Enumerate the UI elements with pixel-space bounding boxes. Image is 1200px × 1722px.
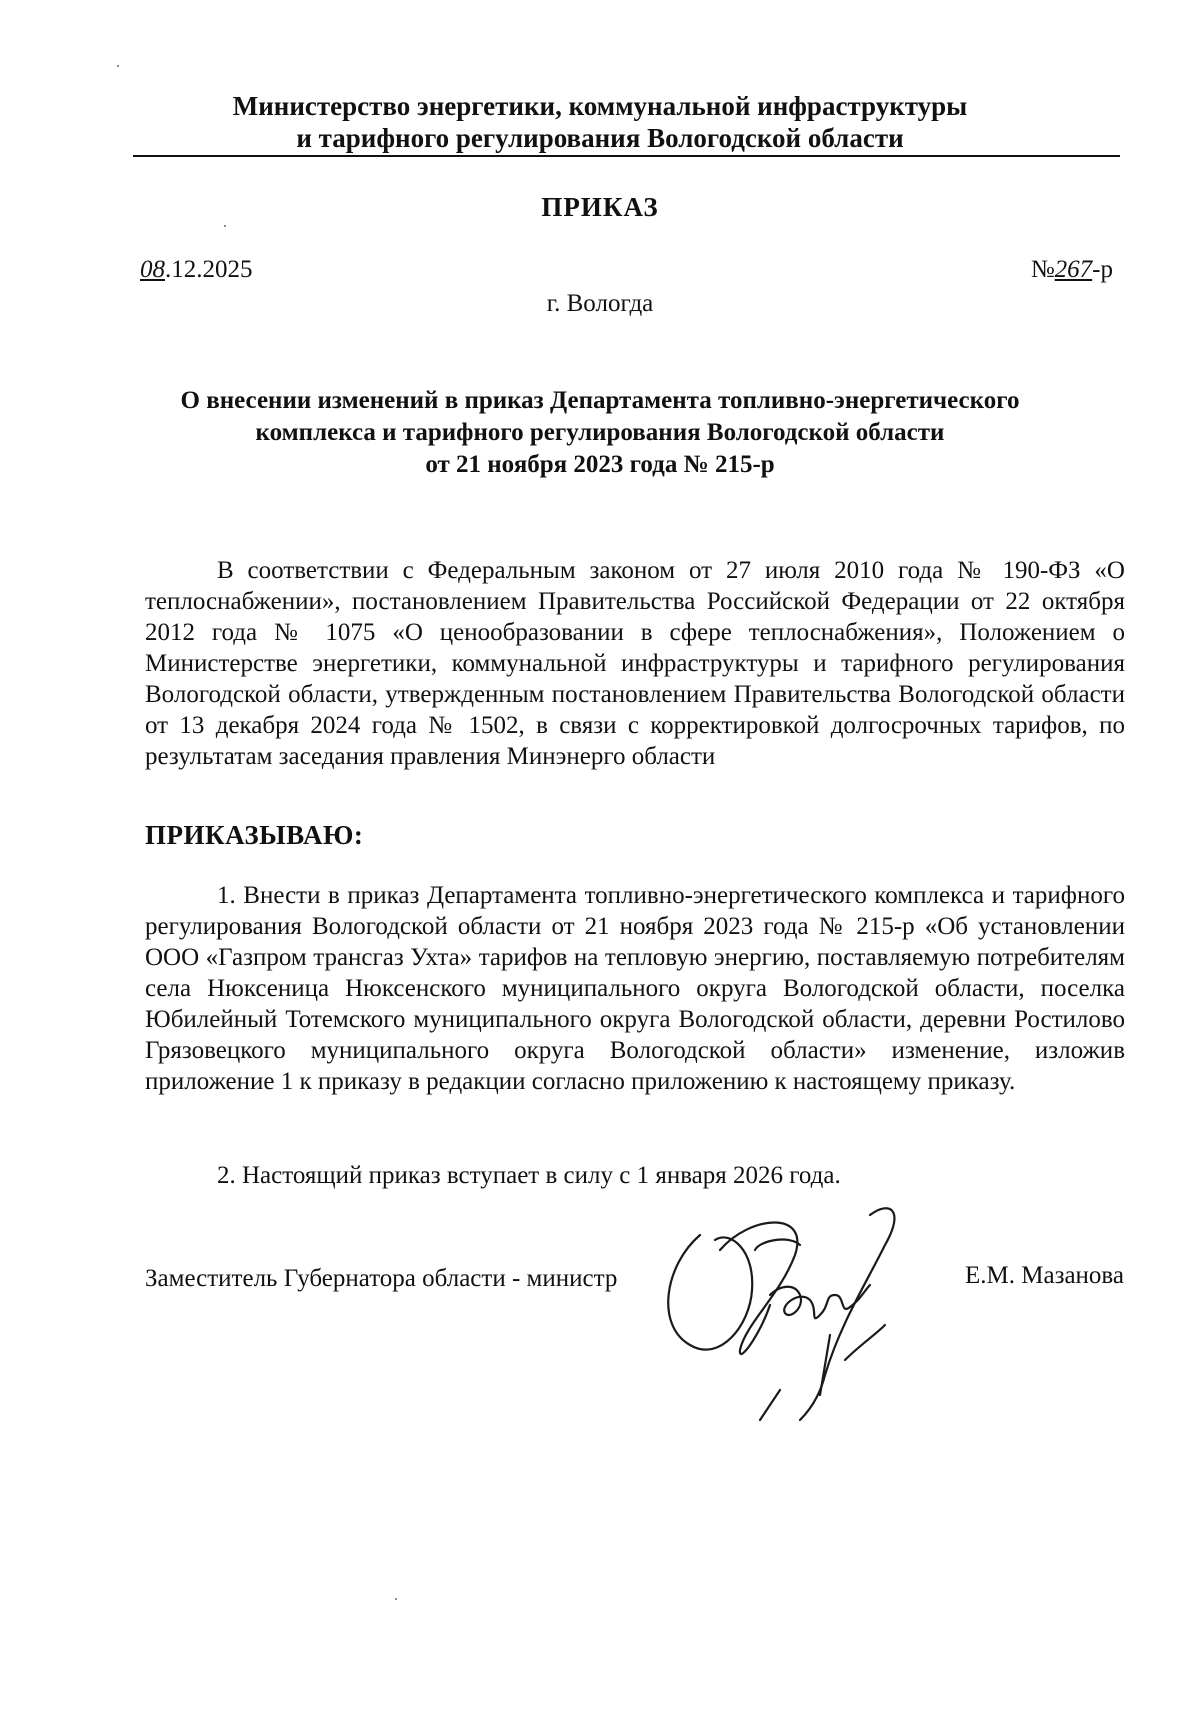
item-1-text: 1. Внести в приказ Департамента топливно-энергетического комплекса и тарифного регулирования Вологодской области от 21 ноября 2023 года № 215-р «Об установлении ООО «Газпром трансгаз Ухта» тарифов на тепловую энергию, поставляемую потребителям села Нюксеница Нюксенского муниципального округа Вологодской области, поселка Юбилейный Тотемского муниципального округа Вологодской области, деревни Ростилово Грязовецкого муниципального округа Вологодской области» изменение, изложив приложение 1 к приказу в редакции согласно приложению к настоящему приказу. [145,882,1125,1095]
number-sign: № [1030,256,1055,283]
item-2-paragraph [145,1160,1125,1191]
document-date [140,256,253,284]
order-word: ПРИКАЗЫВАЮ: [145,820,364,850]
preamble-text: В соответствии с Федеральным законом от 27 июля 2010 года № 190-ФЗ «О теплоснабжении», постановлением Правительства Российской Федерации от 22 октября 2012 года № 1075 «О ценообразовании в сфере теплоснабжения», Положением о Министерстве энергетики, коммунальной инфраструктуры и тарифного регулирования Вологодской области, утвержденным постановлением Правительства Вологодской области от 13 декабря 2024 года № 1502, в связи с корректировкой долгосрочных тарифов, по результатам заседания правления Минэнерго области [145,557,1125,770]
scan-speck [117,65,119,67]
scan-speck [395,1598,397,1600]
item-1-paragraph [145,880,1125,1097]
ministry-name-line-2: и тарифного регулирования Вологодской области [296,123,904,153]
number-handwritten: 267 [1054,256,1093,283]
title-line-1: О внесении изменений в приказ Департамента топливно-энергетического [180,387,1020,414]
document-city: г. Вологда [546,290,654,317]
document-type: ПРИКАЗ [541,192,659,222]
date-month-year: .12.2025 [165,256,253,283]
scan-speck [224,225,226,227]
title-line-3: от 21 ноября 2023 года № 215-р [425,451,775,478]
signatory-name: Е.М. Мазанова [965,1262,1124,1289]
number-suffix: -р [1092,256,1113,283]
document-number [1031,256,1113,284]
handwritten-signature [660,1195,940,1425]
item-2-text: 2. Настоящий приказ вступает в силу с 1 января 2026 года. [217,1162,841,1189]
header-divider [133,155,1120,157]
signatory-role: Заместитель Губернатора области - министр [145,1265,618,1292]
preamble-paragraph [145,555,1125,772]
title-line-2: комплекса и тарифного регулирования Вологодской области [255,419,945,446]
ministry-name-line-1: Министерство энергетики, коммунальной инфраструктуры [232,91,968,121]
date-day-handwritten: 08 [140,256,165,283]
